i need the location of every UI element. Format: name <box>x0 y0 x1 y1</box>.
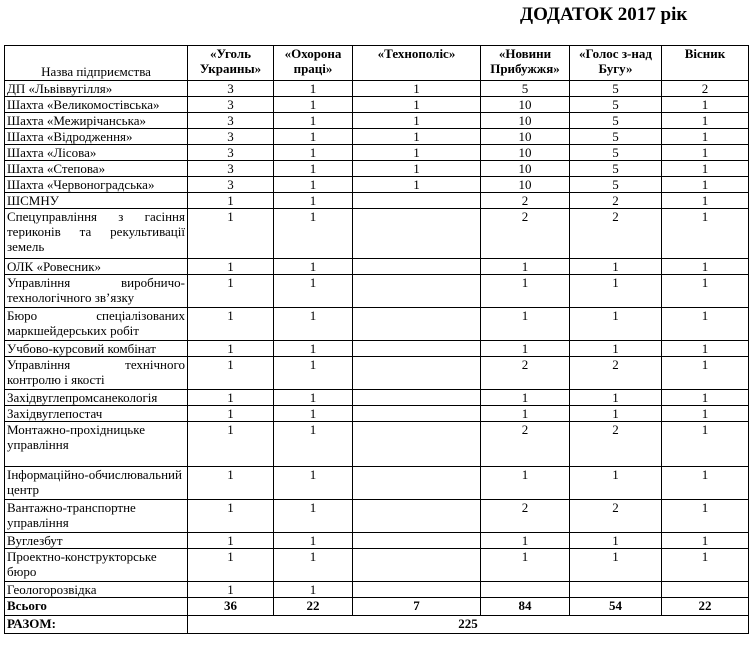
cell-visnyk: 1 <box>662 161 749 177</box>
cell-visnyk: 1 <box>662 177 749 193</box>
cell-visnyk: 1 <box>662 129 749 145</box>
cell-holos-z-nad-buhu <box>570 582 662 598</box>
cell-ugol-ukrainy: 1 <box>188 193 274 209</box>
cell-tekhnopolis <box>353 406 481 422</box>
cell-ugol-ukrainy: 1 <box>188 533 274 549</box>
cell-novyny-prybuzhzhia: 1 <box>481 259 570 275</box>
cell-tekhnopolis: 1 <box>353 97 481 113</box>
enterprise-name-cell: Шахта «Червоноградська» <box>5 177 188 193</box>
cell-ugol-ukrainy: 3 <box>188 97 274 113</box>
cell-holos-z-nad-buhu: 5 <box>570 145 662 161</box>
cell-okhorona-pratsi: 1 <box>274 467 353 500</box>
table-row <box>5 533 749 549</box>
cell-ugol-ukrainy: 1 <box>188 259 274 275</box>
cell-ugol-ukrainy: 1 <box>188 357 274 390</box>
enterprise-name-cell: Управління виробничо-технологічного зв’язку <box>5 275 188 308</box>
cell-okhorona-pratsi: 1 <box>274 406 353 422</box>
cell-tekhnopolis <box>353 533 481 549</box>
table-row <box>5 81 749 97</box>
cell-okhorona-pratsi: 1 <box>274 533 353 549</box>
cell-visnyk <box>662 582 749 598</box>
cell-holos-z-nad-buhu: 1 <box>570 308 662 341</box>
enterprise-name-cell: Інформаційно-обчислювальний центр <box>5 467 188 500</box>
cell-tekhnopolis <box>353 390 481 406</box>
cell-ugol-ukrainy: 3 <box>188 113 274 129</box>
cell-holos-z-nad-buhu: 5 <box>570 113 662 129</box>
cell-visnyk: 1 <box>662 308 749 341</box>
table-row <box>5 549 749 582</box>
enterprise-name-cell: Вуглезбут <box>5 533 188 549</box>
cell-holos-z-nad-buhu: 5 <box>570 177 662 193</box>
enterprise-name-cell: ШСМНУ <box>5 193 188 209</box>
cell-okhorona-pratsi: 1 <box>274 81 353 97</box>
cell-tekhnopolis <box>353 422 481 467</box>
cell-visnyk: 1 <box>662 275 749 308</box>
cell-ugol-ukrainy: 3 <box>188 161 274 177</box>
cell-ugol-ukrainy: 3 <box>188 129 274 145</box>
cell-okhorona-pratsi: 1 <box>274 193 353 209</box>
cell-okhorona-pratsi: 1 <box>274 209 353 259</box>
cell-novyny-prybuzhzhia: 2 <box>481 209 570 259</box>
header-row <box>5 46 749 81</box>
cell-novyny-prybuzhzhia: 10 <box>481 113 570 129</box>
cell-tekhnopolis <box>353 341 481 357</box>
cell-visnyk: 1 <box>662 259 749 275</box>
cell-ugol-ukrainy: 1 <box>188 549 274 582</box>
cell-ugol-ukrainy: 3 <box>188 81 274 97</box>
cell-visnyk: 1 <box>662 145 749 161</box>
cell-novyny-prybuzhzhia: 1 <box>481 467 570 500</box>
enterprise-name-cell: Шахта «Великомостівська» <box>5 97 188 113</box>
cell-novyny-prybuzhzhia: 2 <box>481 500 570 533</box>
cell-ugol-ukrainy: 1 <box>188 341 274 357</box>
column-header-visnyk: Вісник <box>662 46 749 81</box>
cell-visnyk: 1 <box>662 357 749 390</box>
cell-okhorona-pratsi: 1 <box>274 259 353 275</box>
table-row <box>5 209 749 259</box>
total-row <box>5 598 749 616</box>
cell-tekhnopolis <box>353 259 481 275</box>
enterprise-name-cell: Вантажно-транспортне управління <box>5 500 188 533</box>
cell-ugol-ukrainy: 1 <box>188 390 274 406</box>
total-holos-z-nad-buhu: 54 <box>570 598 662 616</box>
enterprise-name-cell: ОЛК «Ровесник» <box>5 259 188 275</box>
cell-tekhnopolis <box>353 582 481 598</box>
cell-ugol-ukrainy: 1 <box>188 308 274 341</box>
cell-ugol-ukrainy: 1 <box>188 406 274 422</box>
cell-novyny-prybuzhzhia: 1 <box>481 308 570 341</box>
cell-novyny-prybuzhzhia: 1 <box>481 341 570 357</box>
table-row <box>5 341 749 357</box>
cell-novyny-prybuzhzhia: 10 <box>481 145 570 161</box>
column-header-enterprise: Назва підприємства <box>5 46 188 81</box>
cell-holos-z-nad-buhu: 1 <box>570 467 662 500</box>
cell-holos-z-nad-buhu: 5 <box>570 97 662 113</box>
cell-ugol-ukrainy: 1 <box>188 582 274 598</box>
cell-tekhnopolis: 1 <box>353 81 481 97</box>
cell-okhorona-pratsi: 1 <box>274 390 353 406</box>
cell-okhorona-pratsi: 1 <box>274 97 353 113</box>
cell-novyny-prybuzhzhia <box>481 582 570 598</box>
table-row <box>5 145 749 161</box>
enterprise-name-cell: Шахта «Степова» <box>5 161 188 177</box>
cell-visnyk: 1 <box>662 533 749 549</box>
cell-tekhnopolis: 1 <box>353 161 481 177</box>
cell-ugol-ukrainy: 1 <box>188 500 274 533</box>
table-row <box>5 275 749 308</box>
table-row <box>5 259 749 275</box>
cell-novyny-prybuzhzhia: 10 <box>481 161 570 177</box>
enterprise-name-cell: Західвуглепостач <box>5 406 188 422</box>
cell-tekhnopolis <box>353 549 481 582</box>
cell-tekhnopolis: 1 <box>353 177 481 193</box>
cell-tekhnopolis <box>353 308 481 341</box>
table-row <box>5 177 749 193</box>
cell-tekhnopolis <box>353 357 481 390</box>
table-row <box>5 161 749 177</box>
cell-visnyk: 1 <box>662 341 749 357</box>
cell-holos-z-nad-buhu: 5 <box>570 161 662 177</box>
cell-okhorona-pratsi: 1 <box>274 113 353 129</box>
cell-ugol-ukrainy: 1 <box>188 467 274 500</box>
cell-novyny-prybuzhzhia: 1 <box>481 275 570 308</box>
cell-novyny-prybuzhzhia: 2 <box>481 193 570 209</box>
enterprise-name-cell: Бюро спеціалізованих маркшейдерських робіт <box>5 308 188 341</box>
cell-okhorona-pratsi: 1 <box>274 129 353 145</box>
table-body <box>5 81 749 598</box>
cell-okhorona-pratsi: 1 <box>274 422 353 467</box>
cell-okhorona-pratsi: 1 <box>274 161 353 177</box>
cell-ugol-ukrainy: 3 <box>188 177 274 193</box>
cell-tekhnopolis: 1 <box>353 129 481 145</box>
total-label: Всього <box>5 598 188 616</box>
table-row <box>5 406 749 422</box>
cell-visnyk: 1 <box>662 500 749 533</box>
table-row <box>5 97 749 113</box>
grand-total-label: РАЗОМ: <box>5 616 188 634</box>
cell-novyny-prybuzhzhia: 1 <box>481 406 570 422</box>
enterprise-name-cell: Учбово-курсовий комбінат <box>5 341 188 357</box>
total-novyny-prybuzhzhia: 84 <box>481 598 570 616</box>
enterprise-name-cell: Шахта «Відродження» <box>5 129 188 145</box>
column-header-okhorona-pratsi: «Охорона праці» <box>274 46 353 81</box>
cell-tekhnopolis <box>353 275 481 308</box>
table-row <box>5 422 749 467</box>
cell-tekhnopolis: 1 <box>353 113 481 129</box>
enterprise-name-cell: Геологорозвідка <box>5 582 188 598</box>
document-title: ДОДАТОК 2017 рік <box>520 4 688 25</box>
cell-novyny-prybuzhzhia: 2 <box>481 422 570 467</box>
enterprise-name-cell: Західвуглепромсанекологія <box>5 390 188 406</box>
enterprise-name-cell: Проектно-конструкторське бюро <box>5 549 188 582</box>
grand-total-row <box>5 616 749 634</box>
cell-ugol-ukrainy: 1 <box>188 275 274 308</box>
cell-holos-z-nad-buhu: 1 <box>570 341 662 357</box>
cell-holos-z-nad-buhu: 5 <box>570 129 662 145</box>
cell-novyny-prybuzhzhia: 5 <box>481 81 570 97</box>
cell-holos-z-nad-buhu: 2 <box>570 209 662 259</box>
cell-novyny-prybuzhzhia: 2 <box>481 357 570 390</box>
table-row <box>5 308 749 341</box>
cell-novyny-prybuzhzhia: 1 <box>481 549 570 582</box>
cell-okhorona-pratsi: 1 <box>274 145 353 161</box>
total-ugol-ukrainy: 36 <box>188 598 274 616</box>
cell-visnyk: 1 <box>662 467 749 500</box>
cell-novyny-prybuzhzhia: 1 <box>481 390 570 406</box>
cell-tekhnopolis <box>353 467 481 500</box>
cell-visnyk: 1 <box>662 193 749 209</box>
enterprise-name-cell: Спецуправління з гасіння териконів та рекультивації земель <box>5 209 188 259</box>
cell-ugol-ukrainy: 3 <box>188 145 274 161</box>
cell-holos-z-nad-buhu: 1 <box>570 549 662 582</box>
cell-okhorona-pratsi: 1 <box>274 582 353 598</box>
enterprise-name-cell: ДП «Львіввугілля» <box>5 81 188 97</box>
enterprise-name-cell: Шахта «Лісова» <box>5 145 188 161</box>
cell-visnyk: 1 <box>662 113 749 129</box>
cell-ugol-ukrainy: 1 <box>188 422 274 467</box>
cell-novyny-prybuzhzhia: 10 <box>481 177 570 193</box>
cell-holos-z-nad-buhu: 1 <box>570 275 662 308</box>
table-row <box>5 582 749 598</box>
total-tekhnopolis: 7 <box>353 598 481 616</box>
cell-visnyk: 1 <box>662 209 749 259</box>
cell-holos-z-nad-buhu: 5 <box>570 81 662 97</box>
table-row <box>5 193 749 209</box>
table-row <box>5 129 749 145</box>
cell-ugol-ukrainy: 1 <box>188 209 274 259</box>
cell-tekhnopolis: 1 <box>353 145 481 161</box>
cell-novyny-prybuzhzhia: 1 <box>481 533 570 549</box>
total-okhorona-pratsi: 22 <box>274 598 353 616</box>
grand-total-value: 225 <box>188 616 749 634</box>
cell-visnyk: 1 <box>662 422 749 467</box>
table-row <box>5 500 749 533</box>
cell-visnyk: 1 <box>662 406 749 422</box>
enterprise-name-cell: Шахта «Межирічанська» <box>5 113 188 129</box>
cell-okhorona-pratsi: 1 <box>274 275 353 308</box>
table-row <box>5 357 749 390</box>
cell-holos-z-nad-buhu: 2 <box>570 193 662 209</box>
enterprise-name-cell: Монтажно-прохідницьке управління <box>5 422 188 467</box>
table-row <box>5 467 749 500</box>
cell-visnyk: 1 <box>662 549 749 582</box>
cell-okhorona-pratsi: 1 <box>274 549 353 582</box>
enterprise-name-cell: Управління технічного контролю і якості <box>5 357 188 390</box>
cell-okhorona-pratsi: 1 <box>274 341 353 357</box>
cell-okhorona-pratsi: 1 <box>274 500 353 533</box>
cell-holos-z-nad-buhu: 2 <box>570 357 662 390</box>
column-header-novyny-prybuzhzhia: «Новини Прибужжя» <box>481 46 570 81</box>
cell-novyny-prybuzhzhia: 10 <box>481 129 570 145</box>
total-visnyk: 22 <box>662 598 749 616</box>
cell-holos-z-nad-buhu: 2 <box>570 422 662 467</box>
cell-holos-z-nad-buhu: 1 <box>570 390 662 406</box>
cell-okhorona-pratsi: 1 <box>274 177 353 193</box>
cell-holos-z-nad-buhu: 1 <box>570 406 662 422</box>
cell-holos-z-nad-buhu: 1 <box>570 259 662 275</box>
column-header-tekhnopolis: «Технополіс» <box>353 46 481 81</box>
table-row <box>5 113 749 129</box>
cell-novyny-prybuzhzhia: 10 <box>481 97 570 113</box>
table-row <box>5 390 749 406</box>
cell-visnyk: 2 <box>662 81 749 97</box>
cell-tekhnopolis <box>353 500 481 533</box>
cell-visnyk: 1 <box>662 97 749 113</box>
column-header-ugol-ukrainy: «Уголь Украины» <box>188 46 274 81</box>
cell-tekhnopolis <box>353 209 481 259</box>
cell-holos-z-nad-buhu: 2 <box>570 500 662 533</box>
column-header-holos-z-nad-buhu: «Голос з-над Бугу» <box>570 46 662 81</box>
cell-okhorona-pratsi: 1 <box>274 308 353 341</box>
cell-visnyk: 1 <box>662 390 749 406</box>
cell-okhorona-pratsi: 1 <box>274 357 353 390</box>
cell-holos-z-nad-buhu: 1 <box>570 533 662 549</box>
subscription-table <box>4 45 749 634</box>
cell-tekhnopolis <box>353 193 481 209</box>
